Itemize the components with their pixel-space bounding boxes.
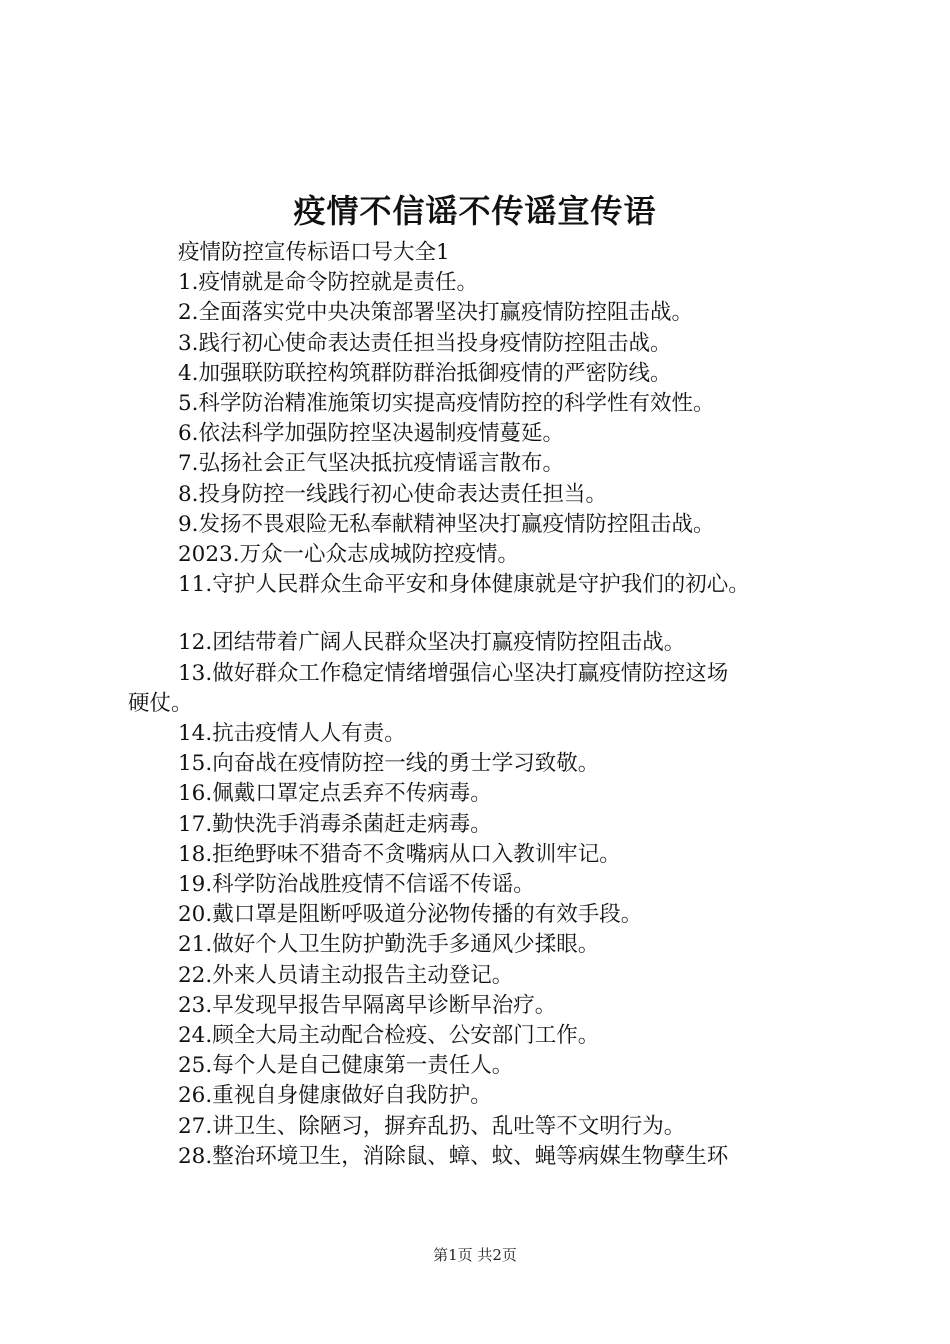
list-item: 22.外来人员请主动报告主动登记。 — [178, 962, 514, 988]
list-item: 8.投身防控一线践行初心使命表达责任担当。 — [178, 481, 608, 507]
list-item: 1.疫情就是命令防控就是责任。 — [178, 270, 479, 296]
list-item: 2.全面落实党中央决策部署坚决打赢疫情防控阻击战。 — [178, 300, 694, 326]
list-item: 20.戴口罩是阻断呼吸道分泌物传播的有效手段。 — [178, 902, 643, 928]
document-body — [128, 238, 848, 1172]
list-item: 16.佩戴口罩定点丢弃不传病毒。 — [178, 781, 492, 807]
list-item: 5.科学防治精准施策切实提高疫情防控的科学性有效性。 — [178, 391, 715, 417]
page-footer: 第1页 共2页 — [433, 1246, 517, 1264]
list-item: 12.团结带着广阔人民群众坚决打赢疫情防控阻击战。 — [178, 630, 686, 656]
list-item: 26.重视自身健康做好自我防护。 — [178, 1083, 492, 1109]
document-title: 疫情不信谣不传谣宣传语 — [293, 192, 657, 230]
list-item: 2023.万众一心众志成城防控疫情。 — [178, 542, 520, 568]
list-item: 18.拒绝野味不猎奇不贪嘴病从口入教训牢记。 — [178, 841, 621, 867]
list-item: 21.做好个人卫生防护勤洗手多通风少揉眼。 — [178, 932, 600, 958]
list-item: 9.发扬不畏艰险无私奉献精神坚决打赢疫情防控阻击战。 — [178, 511, 715, 537]
list-item: 11.守护人民群众生命平安和身体健康就是守护我们的初心。 — [178, 572, 750, 598]
list-item: 4.加强联防联控构筑群防群治抵御疫情的严密防线。 — [178, 360, 672, 386]
list-item: 23.早发现早报告早隔离早诊断早治疗。 — [178, 992, 557, 1018]
list-item: 15.向奋战在疫情防控一线的勇士学习致敬。 — [178, 751, 600, 777]
paragraph-gap — [128, 600, 848, 628]
subtitle: 疫情防控宣传标语口号大全1 — [178, 240, 450, 265]
list-item: 19.科学防治战胜疫情不信谣不传谣。 — [178, 872, 535, 898]
list-item: 28.整治环境卫生，消除鼠、蟑、蚊、蝇等病媒生物孽生环 — [178, 1143, 729, 1169]
list-item-continuation: 硬仗。 — [128, 690, 193, 716]
list-item: 27.讲卫生、除陋习，摒弃乱扔、乱吐等不文明行为。 — [178, 1113, 686, 1139]
list-item: 13.做好群众工作稳定情绪增强信心坚决打赢疫情防控这场 — [178, 660, 729, 686]
list-item: 25.每个人是自己健康第一责任人。 — [178, 1053, 514, 1079]
list-item: 17.勤快洗手消毒杀菌赶走病毒。 — [178, 811, 492, 837]
list-item: 24.顾全大局主动配合检疫、公安部门工作。 — [178, 1023, 600, 1049]
list-item: 14.抗击疫情人人有责。 — [178, 721, 406, 747]
list-item: 3.践行初心使命表达责任担当投身疫情防控阻击战。 — [178, 330, 672, 356]
list-item: 6.依法科学加强防控坚决遏制疫情蔓延。 — [178, 421, 565, 447]
list-item: 7.弘扬社会正气坚决抵抗疫情谣言散布。 — [178, 451, 565, 477]
